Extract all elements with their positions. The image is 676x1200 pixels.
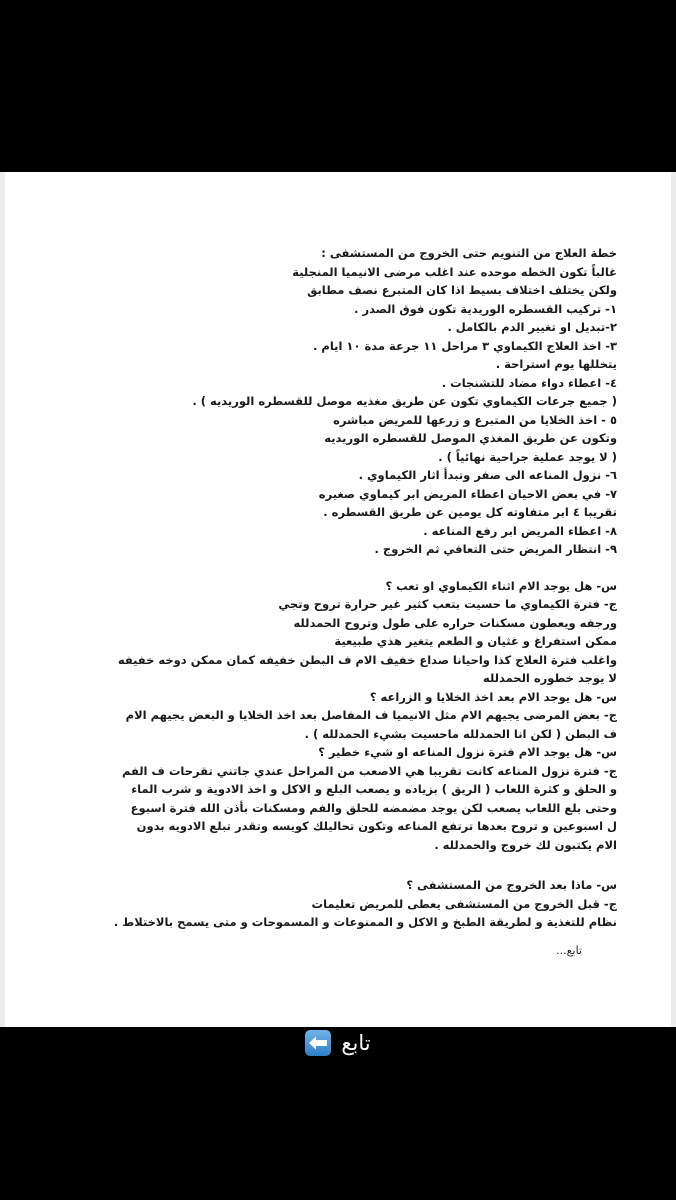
- continue-caption: [0, 1030, 676, 1056]
- plan-line: تقريبا ٤ ابر متفاوته كل يومين عن طريق القسطره .: [323, 505, 617, 519]
- answer: ج- فترة الكيماوي ما حسيت بتعب كثير غير حرارة تروح وتجي: [278, 597, 617, 611]
- plan-note: ( جميع جرعات الكيماوي تكون عن طريق مغذيه موصل للقسطره الوريديه ) .: [192, 394, 617, 408]
- question: س- هل يوجد الام بعد اخذ الخلايا و الزراعه ؟: [369, 689, 617, 704]
- plan-step: ٤- اعطاء دواء مضاد للتشنجات .: [441, 375, 617, 390]
- answer: ورجفه ويعطون مسكنات حراره على طول وتروح الحمدلله: [293, 615, 617, 630]
- plan-line: وتكون عن طريق المغذي الموصل للقسطره الوريديه: [324, 431, 617, 445]
- document-page: [5, 172, 671, 1027]
- plan-note: ( لا يوجد عملية جراحية نهائياً ) .: [438, 449, 617, 464]
- plan-step: ١- تركيب القسطره الوريدية تكون فوق الصدر .: [354, 301, 617, 316]
- answer: ممكن استفراغ و غثيان و الطعم يتغير هذي طبيعية: [334, 634, 617, 648]
- discharge-section: [113, 876, 617, 932]
- question: س- هل يوجد الام اثناء الكيماوي او تعب ؟: [385, 578, 617, 593]
- answer: ج- فترة نزول المناعه كانت تقريبا هي الاصعب من المراحل عندي جاتني تقرحات ف الفم و الحلق و كثرة اللعاب ( الريق ) بزياده و يصعب البلع و الاكل و اخذ الادوية و شرب الماء وحتى بلع اللعاب يصعب لكن يوجد مضمضه للحلق والفم ومسكنات بأذن الله فترة اسبوع ل اسبوعين و تروح بعدها ترتفع المناعه وتكون تحاليلك كويسه وتقدر تبلع الادويه بدون الام يكتبون لك خروج والحمدلله .: [121, 763, 617, 852]
- answer: ج- بعض المرضى يجيهم الام مثل الانيميا ف المفاصل بعد اخذ الخلايا و البعض يجيهم الام ف البطن ( لكن انا الحمدلله ماحسيت بشيء الحمدلله ) .: [125, 708, 617, 741]
- answer: ج- قبل الخروج من المستشفى يعطى للمريض تعليمات: [311, 896, 617, 911]
- plan-title: خطة العلاج من التنويم حتى الخروج من المستشفى :: [321, 246, 617, 260]
- plan-step: ٩- انتظار المريض حتى التعافي ثم الخروج .: [374, 542, 617, 556]
- question: س- ماذا بعد الخروج من المستشفى ؟: [406, 878, 617, 892]
- plan-line: ولكن يختلف اختلاف بسيط اذا كان المتبرع نصف مطابق: [307, 283, 617, 297]
- plan-step: ٥ - اخذ الخلايا من المتبرع و زرعها للمريض مباشره: [333, 412, 617, 427]
- continue-label: تابع: [341, 1031, 371, 1055]
- qa-section: [117, 577, 617, 855]
- answer: نظام للتغذية و لطريقة الطبخ و الاكل و الممنوعات و المسموحات و متى يسمح بالاختلاط .: [113, 915, 617, 929]
- left-arrow-icon: [305, 1030, 331, 1056]
- plan-step: ٧- في بعض الاحيان اعطاء المريض ابر كيماوي صغيره: [318, 486, 617, 501]
- document-body: [113, 244, 617, 960]
- spacer: [117, 559, 617, 577]
- plan-step: ٨- اعطاء المريض ابر رفع المناعه .: [423, 523, 617, 538]
- treatment-plan: [117, 244, 617, 559]
- continued-note: تابع...: [556, 943, 582, 957]
- answer: واغلب فترة العلاج كذا واحيانا صداع خفيف الام ف البطن خفيفه كمان ممكن دوخه خفيفه لا يوجد خطوره الحمدلله: [117, 652, 617, 685]
- question: س- هل يوجد الام فترة نزول المناعه او شيء خطير ؟: [318, 745, 617, 759]
- plan-line: يتخللها يوم استراحة .: [495, 357, 617, 371]
- plan-step: ٣- اخذ العلاج الكيماوي ٣ مراحل ١١ جرعة مدة ١٠ ايام .: [313, 338, 617, 353]
- document-frame: [0, 172, 676, 1027]
- plan-step: ٢-تبديل او تغيير الدم بالكامل .: [447, 320, 617, 334]
- plan-line: غالباً تكون الخطه موحده عند اغلب مرضى الانيميا المنجلية: [292, 264, 617, 279]
- spacer: [117, 854, 617, 876]
- plan-step: ٦- نزول المناعه الى صفر وتبدأ اثار الكيماوي .: [358, 468, 617, 482]
